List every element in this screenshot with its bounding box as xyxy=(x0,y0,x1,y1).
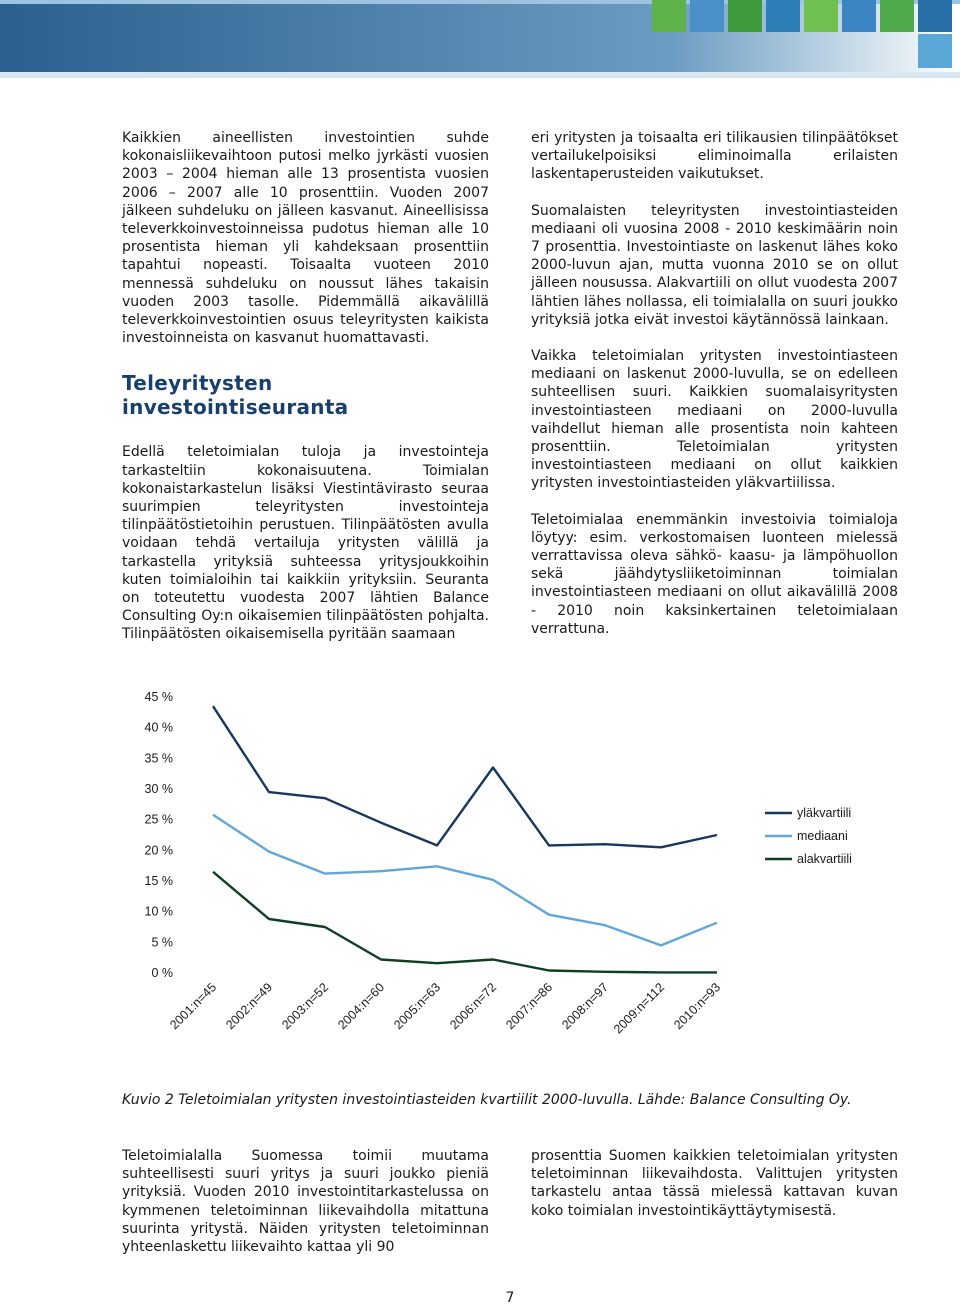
x-tick-label: 2004:n=60 xyxy=(335,980,388,1033)
quartile-line-chart xyxy=(100,680,880,1084)
header-banner-graphic xyxy=(0,0,960,80)
x-tick-label: 2003:n=52 xyxy=(279,980,332,1033)
x-tick-label: 2007:n=86 xyxy=(503,980,556,1033)
x-tick-label: 2009:n=112 xyxy=(610,980,668,1037)
section-heading: Teleyritysten investointiseuranta xyxy=(122,371,349,420)
header-banner xyxy=(0,0,960,80)
right-paragraph-4: Teletoimialaa enemmänkin investoivia toimialoja löytyy: esim. verkostomaisen luonteen mielessä verrattavissa oleva sähkö- kaasu- ja lämpöhuollon sekä jäähdytysliiketoiminnan toimialan investointiasteen mediaani on ollut aikavälillä 2008 - 2010 noin kaksinkertainen teletoimialaan verrattuna. xyxy=(531,511,898,637)
series-line-3 xyxy=(213,872,717,973)
legend-label: yläkvartiili xyxy=(797,806,852,820)
y-tick-label: 45 % xyxy=(144,690,173,704)
y-tick-label: 30 % xyxy=(144,782,173,796)
bottom-right-paragraph: prosenttia Suomen kaikkien teletoimialan yritysten teletoiminnan liikevaihdosta. Valittujen yritysten tarkastelu antaa tässä mielessä kattavan kuvan koko toimialan investointikäyttäytymisestä. xyxy=(531,1148,898,1219)
right-column xyxy=(531,129,898,638)
series-line-2 xyxy=(213,815,717,946)
bottom-left-paragraph: Teletoimialalla Suomessa toimii muutama suhteellisesti suuri yritys ja suuri joukko pieniä yrityksiä. Vuoden 2010 investointitarkastelussa on kymmenen teletoiminnan liikevaihdolla mitattuna suurinta yritystä. Näiden yritysten teletoiminnan yhteenlaskettu liikevaihto kattaa yli 90 xyxy=(122,1148,489,1256)
y-tick-label: 20 % xyxy=(144,843,173,858)
x-tick-label: 2005:n=63 xyxy=(391,980,444,1033)
left-column xyxy=(122,129,489,644)
y-tick-label: 35 % xyxy=(144,751,173,766)
right-paragraph-1: eri yritysten ja toisaalta eri tilikausien tilinpäätökset vertailukelpoisiksi eliminoimalla erilaisten laskentaperusteiden vaikutukset. xyxy=(531,130,898,183)
x-tick-label: 2010:n=93 xyxy=(671,980,724,1033)
y-tick-label: 15 % xyxy=(144,874,173,888)
right-paragraph-2: Suomalaisten teleyritysten investointiasteiden mediaani oli vuosina 2008 - 2010 keskimäärin noin 7 prosenttia. Investointiaste on laskenut lähes koko 2000-luvun ajan, mutta vuonna 2010 se on ollut jälleen nousussa. Alakvartiili on ollut vuodesta 2007 lähtien lähes nollassa, eli toimialalla on suuri joukko yrityksiä jotka eivät investoi käytännössä lainkaan. xyxy=(531,202,898,328)
y-tick-label: 25 % xyxy=(144,812,173,827)
legend-label: alakvartiili xyxy=(797,852,852,866)
y-tick-label: 0 % xyxy=(151,966,173,980)
left-paragraph-2: Edellä teletoimialan tuloja ja investointeja tarkasteltiin kokonaisuutena. Toimialan kokonaistarkastelun lisäksi Viestintävirasto seuraa suurimpien teleyritysten investointeja tilinpäätöstietoihin perustuen. Tilinpäätösten avulla voidaan tehdä vertailuja yritysten välillä ja tarkastella yrityksiä suhteessa yritysjoukkoihin kuten toimialoihin tai kaikkiin yrityksiin. Seuranta on toteutettu vuodesta 2007 lähtien Balance Consulting Oy:n oikaisemien tilinpäätösten pohjalta. Tilinpäätösten oikaisemisella pyritään saamaan xyxy=(122,444,489,643)
x-tick-label: 2001:n=45 xyxy=(167,980,220,1033)
figure-caption: Kuvio 2 Teletoimialan yritysten investointiasteiden kvartiilit 2000-luvulla. Lähde: Balance Consulting Oy. xyxy=(122,1092,852,1108)
series-line-1 xyxy=(213,706,717,847)
page-number: 7 xyxy=(505,1290,515,1306)
chart-svg xyxy=(100,680,880,1080)
y-tick-label: 10 % xyxy=(144,904,173,919)
x-tick-label: 2006:n=72 xyxy=(447,980,500,1033)
y-tick-label: 40 % xyxy=(144,720,173,735)
right-paragraph-3: Vaikka teletoimialan yritysten investointiasteen mediaani on laskenut 2000-luvulla, se on edelleen suhteellisen suuri. Kaikkien suomalaisyritysten investointiasteen mediaani on 2000-luvulla vaihdellut hieman alle prosentista noin kahteen prosenttiin. Teletoimialan yritysten investointiasteen mediaani on ollut kaikkien yritysten investointiasteiden yläkvartiilissa. xyxy=(531,348,898,492)
x-tick-label: 2002:n=49 xyxy=(223,980,276,1033)
legend-label: mediaani xyxy=(797,829,848,843)
left-paragraph-1: Kaikkien aineellisten investointien suhde kokonaisliikevaihtoon putosi melko jyrkästi vuosien 2003 – 2004 hieman alle 13 prosentista vuosien 2006 – 2007 alle 10 prosenttiin. Vuoden 2007 jälkeen suhdeluku on jälleen kasvanut. Aineellisissa televerkkoinvestoinneissa pudotus hieman alle 10 prosentista hieman yli kahdeksaan prosenttiin tapahtui nopeasti. Toisaalta vuoteen 2010 mennessä suhdeluku on noussut lähes takaisin vuoden 2003 tasolle. Pidemmällä aikavälillä televerkkoinvestointien osuus teleyritysten kaikista investoinneista on kasvanut huomattavasti. xyxy=(122,130,489,347)
y-tick-label: 5 % xyxy=(151,935,173,950)
x-tick-label: 2008:n=97 xyxy=(559,980,612,1033)
